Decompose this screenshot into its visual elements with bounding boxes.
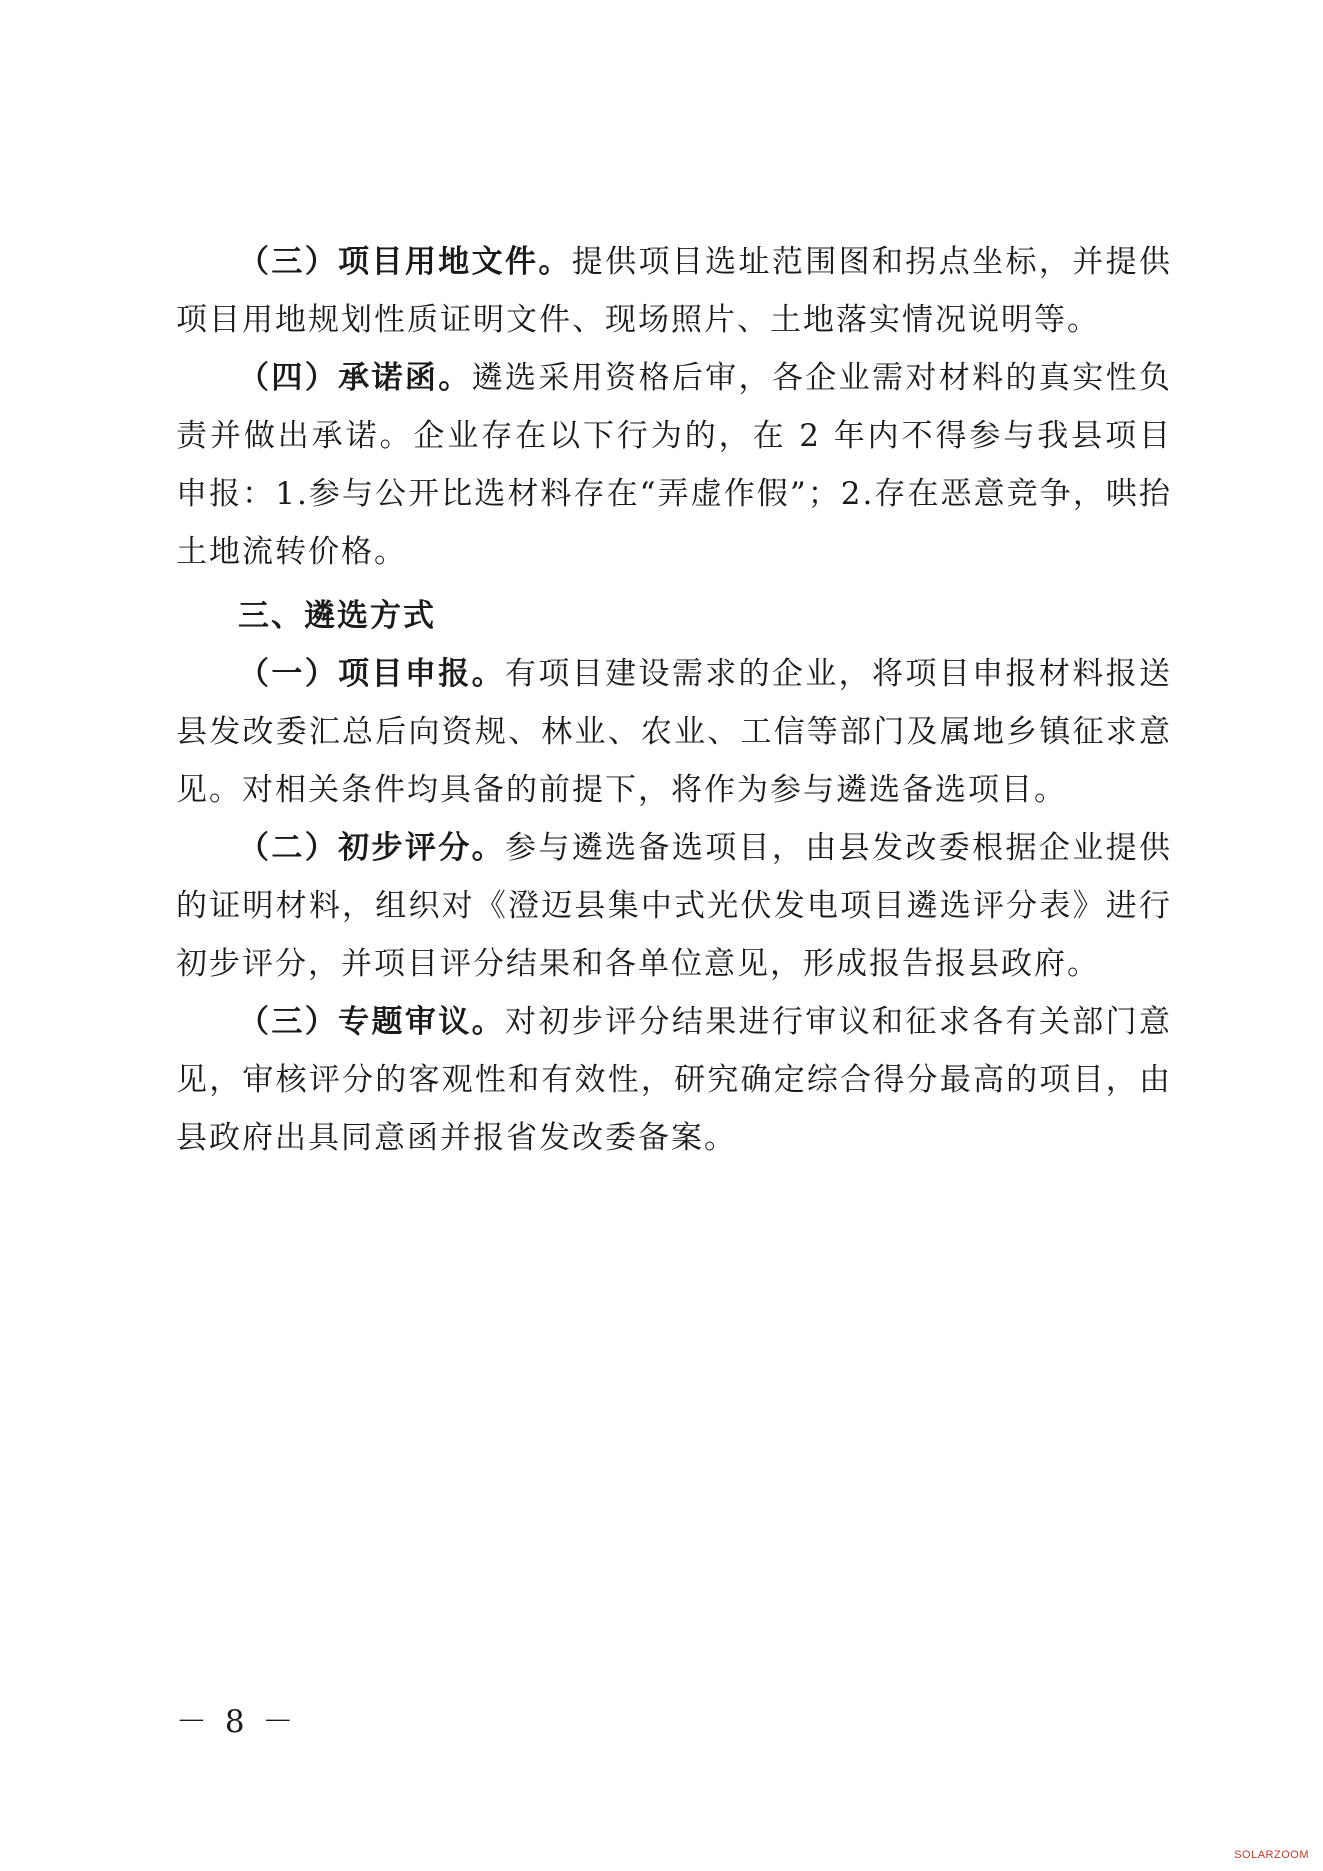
paragraph-body: 对初步评分结果进行审议和征求各有关部门意见，审核评分的客观性和有效性，研究确定综合得分最高的项目，由县政府出具同意函并报省发改委备案。 bbox=[176, 1004, 1173, 1156]
paragraph-lead: （二）初步评分。 bbox=[238, 830, 505, 866]
paragraph-preliminary-scoring bbox=[176, 819, 1172, 993]
paragraph-body: 遴选采用资格后审，各企业需对材料的真实性负责并做出承诺。企业存在以下行为的，在 2 年内不得参与我县项目申报：1.参与公开比选材料存在“弄虚作假”；2.存在恶意竞争，哄抬土地流转价格。 bbox=[176, 360, 1172, 570]
page-number: － 8 － bbox=[176, 1704, 298, 1740]
paragraph-lead: （四）承诺函。 bbox=[238, 360, 472, 396]
paragraph-lead: （三）专题审议。 bbox=[238, 1004, 505, 1040]
body-text bbox=[176, 233, 1172, 1167]
paragraph-lead: （三）项目用地文件。 bbox=[238, 244, 572, 280]
paragraph-project-application bbox=[176, 645, 1172, 819]
paragraph-lead: （一）项目申报。 bbox=[238, 656, 505, 692]
paragraph-body: 参与遴选备选项目，由县发改委根据企业提供的证明材料，组织对《澄迈县集中式光伏发电项目遴选评分表》进行初步评分，并项目评分结果和各单位意见，形成报告报县政府。 bbox=[176, 830, 1173, 982]
paragraph-special-review bbox=[176, 993, 1172, 1167]
paragraph-commitment-letter bbox=[176, 349, 1172, 581]
paragraph-body: 有项目建设需求的企业，将项目申报材料报送县发改委汇总后向资规、林业、农业、工信等部门及属地乡镇征求意见。对相关条件均具备的前提下，将作为参与遴选备选项目。 bbox=[176, 656, 1173, 808]
paragraph-body: 提供项目选址范围图和拐点坐标，并提供项目用地规划性质证明文件、现场照片、土地落实情况说明等。 bbox=[176, 244, 1172, 338]
paragraph-land-documents bbox=[176, 233, 1172, 349]
section-heading: 三、遴选方式 bbox=[238, 598, 436, 634]
watermark: SOLARZOOM bbox=[1234, 1849, 1309, 1861]
